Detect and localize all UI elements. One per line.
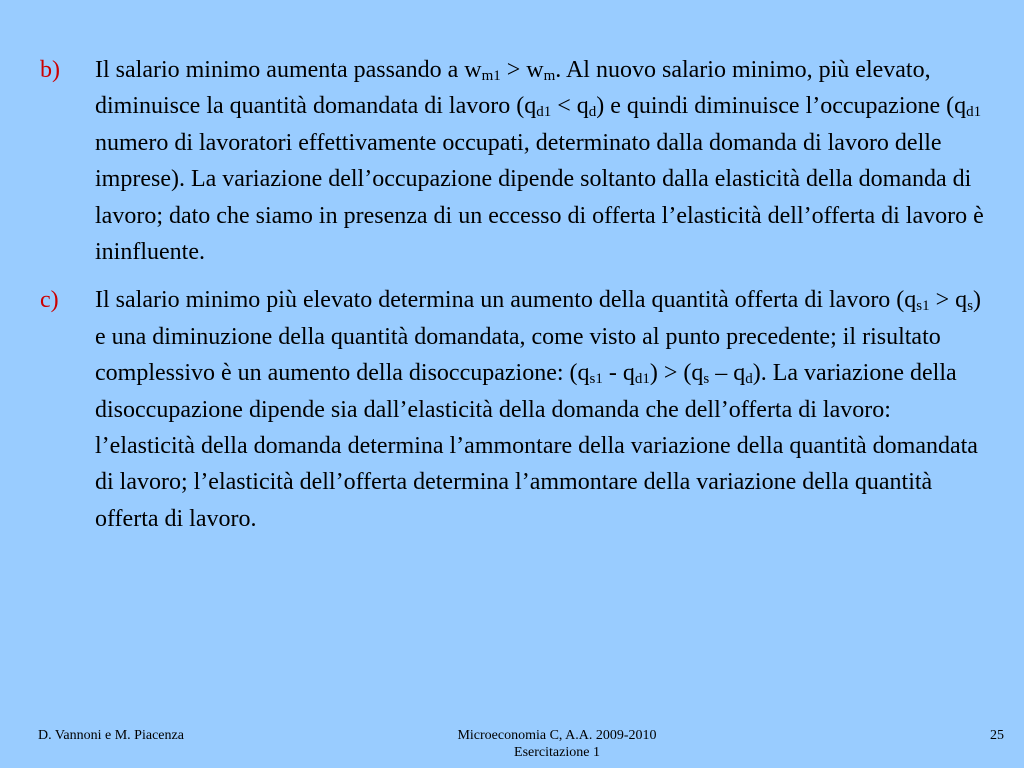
subscript: d1 (966, 104, 982, 121)
subscript: d (588, 104, 597, 121)
subscript: s (703, 371, 710, 388)
subscript: s1 (916, 298, 930, 315)
footer-course (412, 727, 702, 761)
item-text: Il salario minimo aumenta passando a $w_{m1} > w_m$. Al nuovo salario minimo, più elevato, diminuisce la quantità domandata di lavoro $(q_{d1} < q_d)$ e quindi diminuisce l’occupazione ($q_{d1}$ numero di lavoratori effettivamente occupati, determinato dalla domanda di lavoro delle imprese). La variazione dell’occupazione dipende soltanto dalla elasticità della domanda di lavoro; dato che siamo in presenza di un eccesso di offerta l’elasticità dell’offerta di lavoro è ininfluente. (95, 57, 984, 266)
page-number: 25 (990, 728, 1004, 743)
item-marker: b) (40, 57, 60, 83)
subscript: s1 (589, 371, 603, 388)
subscript: d1 (634, 371, 650, 388)
subscript: m (543, 68, 556, 84)
item-list (40, 52, 990, 537)
subscript: s (967, 298, 974, 315)
footer-course-line2: Esercitazione 1 (514, 745, 600, 760)
footer-authors: D. Vannoni e M. Piacenza (38, 728, 184, 743)
list-item-b (40, 52, 990, 270)
subscript: m1 (481, 68, 501, 84)
footer-course-line1: Microeconomia C, A.A. 2009-2010 (457, 728, 657, 743)
item-marker: c) (40, 287, 59, 314)
subscript: d (745, 371, 753, 388)
subscript: d1 (536, 104, 552, 121)
item-text: Il salario minimo più elevato determina un aumento della quantità offerta di lavoro $(q_{s1} > q_s)$ e una diminuzione della quantità domandata, come visto al punto precedente; il risultato complessivo è un aumento della disoccupazione: $(q_{s1} - q_{d1}) > (q_s - q_d)$. La variazione della disoccupazione dipende sia dall’elasticità della domanda che dell’offerta di lavoro: l’elasticità della domanda determina l’ammontare della variazione della quantità domandata di lavoro; l’elasticità dell’offerta determina l’ammontare della variazione della quantità offerta di lavoro. (95, 287, 982, 532)
list-item-c (40, 282, 990, 537)
